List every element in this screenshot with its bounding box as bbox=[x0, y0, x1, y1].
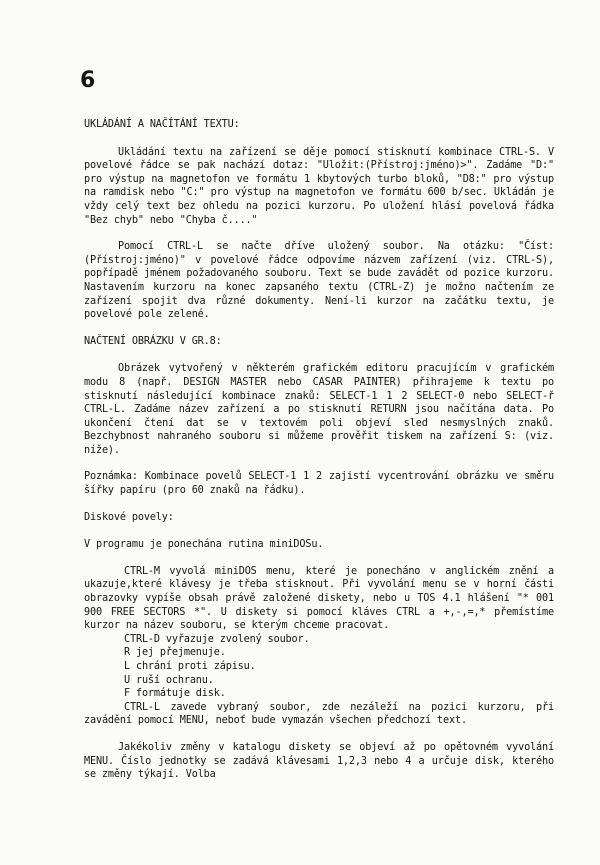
paragraph-poznamka: Poznámka: Kombinace povelů SELECT-1 1 2 zajistí vycentrování obrázku ve směru šířky papíru (pro 60 znaků na řádku). bbox=[84, 471, 554, 497]
list-item-unlock: U ruší ochranu. bbox=[124, 674, 214, 686]
section-heading-diskove: Diskové povely: bbox=[84, 511, 174, 523]
paragraph-ctrl-m: CTRL-M vyvolá miniDOS menu, které je ponecháno v anglickém znění a ukazuje,které klávesy je třeba stisknout. Při vyvolání menu se v horní části obrazovky vypíše obsah právě založené diskety, nebo u TOS 4.1 hlášení "* 001 900 FREE SECTORS *". U diskety si pomocí kláves CTRL a +,-,=,* přemístíme kurzor na název souboru, se kterým chceme pracovat. bbox=[84, 565, 554, 632]
list-item-rename: R jej přejmenuje. bbox=[124, 647, 226, 659]
paragraph-katalog: Jakékoliv změny v katalogu diskety se objeví až po opětovném vyvolání MENU. Číslo jednotky se zadává klávesami 1,2,3 nebo 4 a určuje disk, kterého se změny týkají. Volba bbox=[84, 741, 554, 781]
page-content bbox=[84, 118, 554, 795]
paragraph-ulozeni: Ukládání textu na zařízení se děje pomocí stisknutí kombinace CTRL-S. V povelové řádce se pak nachází dotaz: "Uložit:(Přístroj:jméno)>". Zadáme "D:" pro výstup na magnetofon ve formátu 1 kbytových turbo bloků, "D8:" pro výstup na ramdisk nebo "C:" pro výstup na magnetofon ve formátu 600 b/sec. Ukládán je vždy celý text bez ohledu na pozici kurzoru. Po uložení hlásí povelová řádka "Bez chyb" nebo "Chyba č...." bbox=[84, 146, 554, 226]
page-number: 6 bbox=[80, 68, 96, 93]
section-heading-ukladani: UKLÁDÁNÍ A NAČÍTÁNÍ TEXTU: bbox=[84, 119, 240, 130]
list-item-format: F formátuje disk. bbox=[124, 688, 226, 700]
paragraph-minidos-intro: V programu je ponechána rutina miniDOSu. bbox=[84, 539, 324, 551]
paragraph-ctrl-l: CTRL-L zavede vybraný soubor, zde nezáleží na pozici kurzoru, při zavádění pomocí MENU, neboť bude vymazán všechen předchozí text. bbox=[84, 701, 554, 727]
list-item-lock: L chrání proti zápisu. bbox=[124, 661, 256, 672]
list-item-ctrl-d: CTRL-D vyřazuje zvolený soubor. bbox=[124, 633, 310, 645]
paragraph-obrazek: Obrázek vytvořený v některém grafickém editoru pracujícím v grafickém modu 8 (např. DESIGN MASTER nebo CASAR PAINTER) přihrajeme k textu po stisknutí následující kombinace znaků: SELECT-1 1 2 SELECT-0 nebo SELECT-ř CTRL-L. Zadáme název zařízení a po stisknutí RETURN jsou načítána data. Po ukončení čtení dat se v textovém poli objeví sled nesmyslných znaků. Bezchybnost nahraného souboru si můžeme prověřit tiskem na zařízení S: (viz. níže). bbox=[84, 363, 554, 456]
section-heading-obrazek: NAČTENÍ OBRÁZKU V GR.8: bbox=[84, 335, 222, 347]
paragraph-nacteni: Pomocí CTRL-L se načte dříve uložený soubor. Na otázku: "Číst:(Přístroj:jméno)" v povelové řádce odpovíme názvem zařízení (viz. CTRL-S), popřípadě jménem požadovaného souboru. Text se bude zavádět od pozice kurzoru. Nastavením kurzoru na konec zapsaného textu (CTRL-Z) je možno načtením ze zařízení spojit dva různé dokumenty. Není-li kurzor na začátku textu, je povelové pole zelené. bbox=[84, 241, 554, 321]
